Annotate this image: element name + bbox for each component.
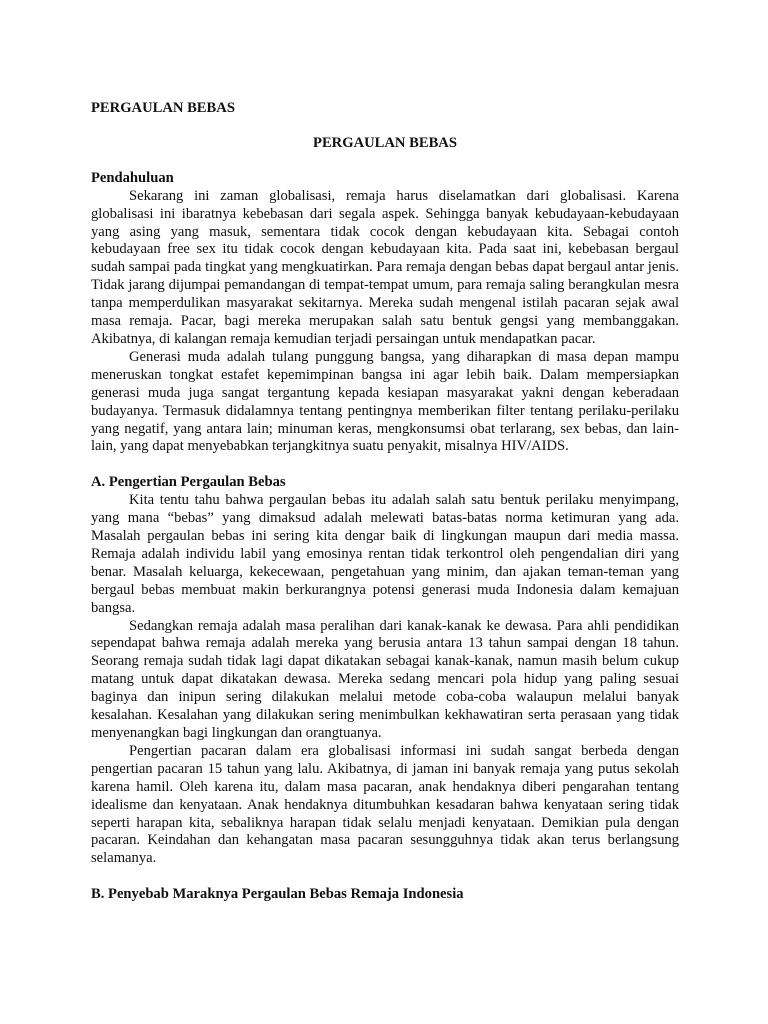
document-title: PERGAULAN BEBAS xyxy=(91,100,235,116)
section-a-paragraph-2: Sedangkan remaja adalah masa peralihan dari kanak-kanak ke dewasa. Para ahli pendidikan sependapat bahwa remaja adalah mereka yang berusia antara 13 tahun sampai dengan 18 tahun. Seorang remaja sudah tidak lagi dapat dikatakan sebagai kanak-kanak, namun masih belum cukup matang untuk dapat dikatakan dewasa. Mereka sedang mencari pola hidup yang paling sesuai baginya dan inipun sering dilakukan melalui metode coba-coba walaupun melalui banyak kesalahan. Kesalahan yang dilakukan sering menimbulkan kekhawatiran serta perasaan yang tidak menyenangkan bagi lingkungan dan orangtuanya. xyxy=(91,617,679,741)
section-a-heading: A. Pengertian Pergaulan Bebas xyxy=(91,474,286,491)
section-a-paragraph-1: Kita tentu tahu bahwa pergaulan bebas itu adalah salah satu bentuk perilaku menyimpang, yang mana “bebas” yang dimaksud adalah melewati batas-batas norma ketimuran yang ada. Masalah pergaulan bebas ini sering kita dengar baik di lingkungan maupun dari media massa. Remaja adalah individu labil yang emosinya rentan tidak terkontrol oleh pengendalian diri yang benar. Masalah keluarga, kekecewaan, pengetahuan yang minim, dan ajakan teman-teman yang bergaul bebas membuat makin berkurangnya potensi generasi muda Indonesia dalam kemajuan bangsa. xyxy=(91,492,679,616)
intro-paragraph-2: Generasi muda adalah tulang punggung bangsa, yang diharapkan di masa depan mampu meneruskan tongkat estafet kepemimpinan bangsa ini agar lebih baik. Dalam mempersiapkan generasi muda juga sangat tergantung kepada kesiapan masyarakat yakni dengan keberadaan budayanya. Termasuk didalamnya tentang pentingnya memberikan filter tentang perilaku-perilaku yang negatif, yang antara lain; minuman keras, mengkonsumsi obat terlarang, sex bebas, dan lain-lain, yang dapat menyebabkan terjangkitnya suatu penyakit, misalnya HIV/AIDS. xyxy=(91,348,679,455)
document-content xyxy=(91,100,679,904)
section-b-heading: B. Penyebab Maraknya Pergaulan Bebas Remaja Indonesia xyxy=(91,886,464,903)
centered-title: PERGAULAN BEBAS xyxy=(313,134,457,151)
section-spacer xyxy=(91,456,679,474)
intro-heading: Pendahuluan xyxy=(91,169,174,186)
section-a-paragraph-3: Pengertian pacaran dalam era globalisasi informasi ini sudah sangat berbeda dengan pengertian pacaran 15 tahun yang lalu. Akibatnya, di jaman ini banyak remaja yang putus sekolah karena hamil. Oleh karena itu, dalam masa pacaran, anak hendaknya diberi pengarahan tentang idealisme dan kenyataan. Anak hendaknya ditumbuhkan kesadaran bahwa kenyataan sering tidak seperti harapan kita, sebaliknya harapan tidak selalu menjadi kenyataan. Demikian pula dengan pacaran. Keindahan dan kehangatan masa pacaran sesungguhnya tidak akan terus berlangsung selamanya. xyxy=(91,742,679,867)
section-spacer xyxy=(91,868,679,886)
intro-paragraph-1: Sekarang ini zaman globalisasi, remaja harus diselamatkan dari globalisasi. Karena globalisasi ini ibaratnya kebebasan dari segala aspek. Sehingga banyak kebudayaan-kebudayaan yang asing yang masuk, sementara tidak cocok dengan kebudayaan kita. Sebagai contoh kebudayaan free sex itu tidak cocok dengan kebudayaan kita. Pada saat ini, kebebasan bergaul sudah sampai pada tingkat yang mengkuatirkan. Para remaja dengan bebas dapat bergaul antar jenis. Tidak jarang dijumpai pemandangan di tempat-tempat umum, para remaja saling berangkulan mesra tanpa memperdulikan masyarakat sekitarnya. Mereka sudah mengenal istilah pacaran sejak awal masa remaja. Pacar, bagi mereka merupakan salah satu bentuk gengsi yang membanggakan. Akibatnya, di kalangan remaja kemudian terjadi persaingan untuk mendapatkan pacar. xyxy=(91,187,679,347)
